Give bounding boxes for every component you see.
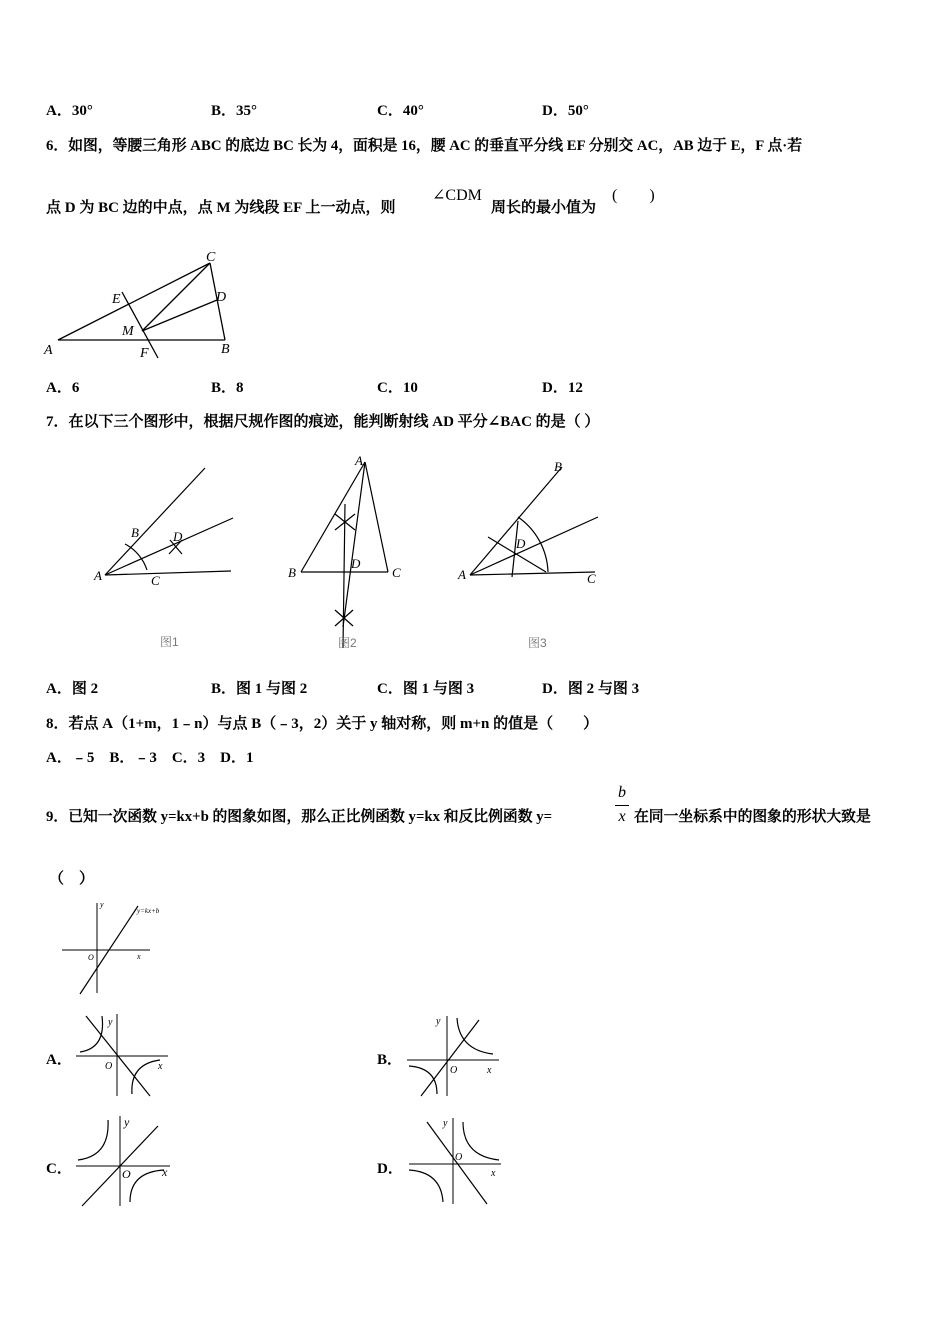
- svg-text:x: x: [487, 1065, 492, 1076]
- q9-option-c-label: C．: [46, 1161, 72, 1177]
- svg-text:x: x: [137, 952, 141, 961]
- q9-stem-pre: 9．已知一次函数 y=kx+b 的图象如图，那么正比例函数 y=kx 和反比例函数 y=: [46, 809, 553, 825]
- svg-text:C: C: [587, 571, 596, 586]
- q6-angle-expression: ∠CDM: [432, 187, 482, 204]
- q9-option-a-label: A．: [46, 1052, 72, 1068]
- svg-text:B: B: [131, 525, 139, 540]
- q6-stem-line2-pre: 点 D 为 BC 边的中点，点 M 为线段 EF 上一动点，则: [46, 200, 396, 216]
- q9-option-d-graph: [403, 1114, 507, 1208]
- q6-option-c: C．10: [377, 380, 418, 396]
- svg-text:O: O: [455, 1152, 463, 1163]
- q7-caption-3: 图3: [528, 636, 547, 650]
- label-a: A: [44, 343, 53, 358]
- svg-text:A: A: [355, 453, 363, 468]
- q7-option-a: A．图 2: [46, 681, 99, 697]
- q6-option-a: A．6: [46, 380, 80, 396]
- label-d: D: [216, 290, 227, 305]
- svg-text:O: O: [88, 953, 94, 962]
- svg-text:y: y: [100, 900, 104, 909]
- q9-fraction-numerator: b: [618, 784, 626, 801]
- q9-fraction-denominator: x: [618, 808, 626, 825]
- label-e: E: [112, 292, 121, 307]
- label-c: C: [206, 250, 216, 265]
- svg-text:O: O: [122, 1167, 131, 1181]
- svg-text:A: A: [94, 568, 102, 583]
- q7-option-b: B．图 1 与图 2: [211, 681, 308, 697]
- label-m: M: [122, 324, 134, 339]
- svg-text:A: A: [458, 567, 466, 582]
- svg-text:B: B: [288, 565, 296, 580]
- svg-text:x: x: [158, 1061, 163, 1072]
- q9-option-c-graph: [72, 1114, 176, 1208]
- svg-text:D: D: [351, 556, 361, 571]
- q7-caption-2: 图2: [338, 636, 357, 650]
- q6-option-b: B．8: [211, 380, 244, 396]
- q9-option-a-graph: [72, 1012, 172, 1098]
- q7-option-d: D．图 2 与图 3: [542, 681, 640, 697]
- q7-stem: 7．在以下三个图形中，根据尺规作图的痕迹，能判断射线 AD 平分∠BAC 的是（ ）: [46, 414, 600, 430]
- q7-option-c: C．图 1 与图 3: [377, 681, 475, 697]
- svg-text:D: D: [173, 529, 183, 544]
- svg-text:y: y: [443, 1118, 448, 1129]
- q9-fraction: [614, 785, 630, 825]
- svg-text:x: x: [162, 1165, 168, 1179]
- q7-caption-1: 图1: [160, 635, 179, 649]
- q6-option-d: D．12: [542, 380, 583, 396]
- q5-option-a: A．30°: [46, 103, 93, 119]
- svg-text:C: C: [151, 573, 160, 588]
- q5-option-d: D．50°: [542, 103, 589, 119]
- svg-text:C: C: [392, 565, 401, 580]
- q6-answer-paren: ( ): [612, 187, 655, 204]
- q7-figure-2: [283, 452, 413, 653]
- q6-triangle-figure: [40, 245, 250, 365]
- q9-stem-post: 在同一坐标系中的图象的形状大致是: [634, 809, 871, 825]
- label-f: F: [140, 346, 149, 361]
- q9-option-b-graph: [403, 1012, 503, 1098]
- svg-text:y: y: [436, 1016, 441, 1027]
- q9-option-b-label: B．: [377, 1052, 403, 1068]
- svg-text:B: B: [554, 459, 562, 474]
- segment-cm: [142, 263, 210, 331]
- q6-stem-line1: 6．如图，等腰三角形 ABC 的底边 BC 长为 4，面积是 16，腰 AC 的垂直平分线 EF 分别交 AC，AB 边于 E，F 点·若: [46, 138, 803, 154]
- q8-stem: 8．若点 A（1+m，1﹣n）与点 B（﹣3，2）关于 y 轴对称，则 m+n 的值是（ ）: [46, 716, 599, 732]
- q6-stem-line2-post: 周长的最小值为: [491, 200, 597, 216]
- svg-text:y: y: [108, 1017, 113, 1028]
- segment-dm: [142, 300, 217, 331]
- q5-option-c: C．40°: [377, 103, 424, 119]
- q9-answer-paren: （ ）: [49, 871, 95, 887]
- label-b: B: [221, 342, 230, 357]
- svg-text:O: O: [105, 1061, 113, 1072]
- svg-text:O: O: [450, 1065, 458, 1076]
- svg-text:y: y: [124, 1115, 130, 1129]
- q8-options: A．﹣5 B．﹣3 C．3 D．1: [46, 750, 254, 766]
- line-label: y=kx+b: [137, 907, 160, 915]
- q7-figure-3: [450, 455, 610, 653]
- segment-ac: [58, 263, 210, 340]
- q5-option-b: B．35°: [211, 103, 258, 119]
- q9-option-d-label: D．: [377, 1161, 403, 1177]
- q9-given-linear-graph: [60, 898, 175, 996]
- svg-text:x: x: [491, 1168, 496, 1179]
- q7-figure-1: [85, 458, 245, 653]
- svg-text:D: D: [516, 536, 526, 551]
